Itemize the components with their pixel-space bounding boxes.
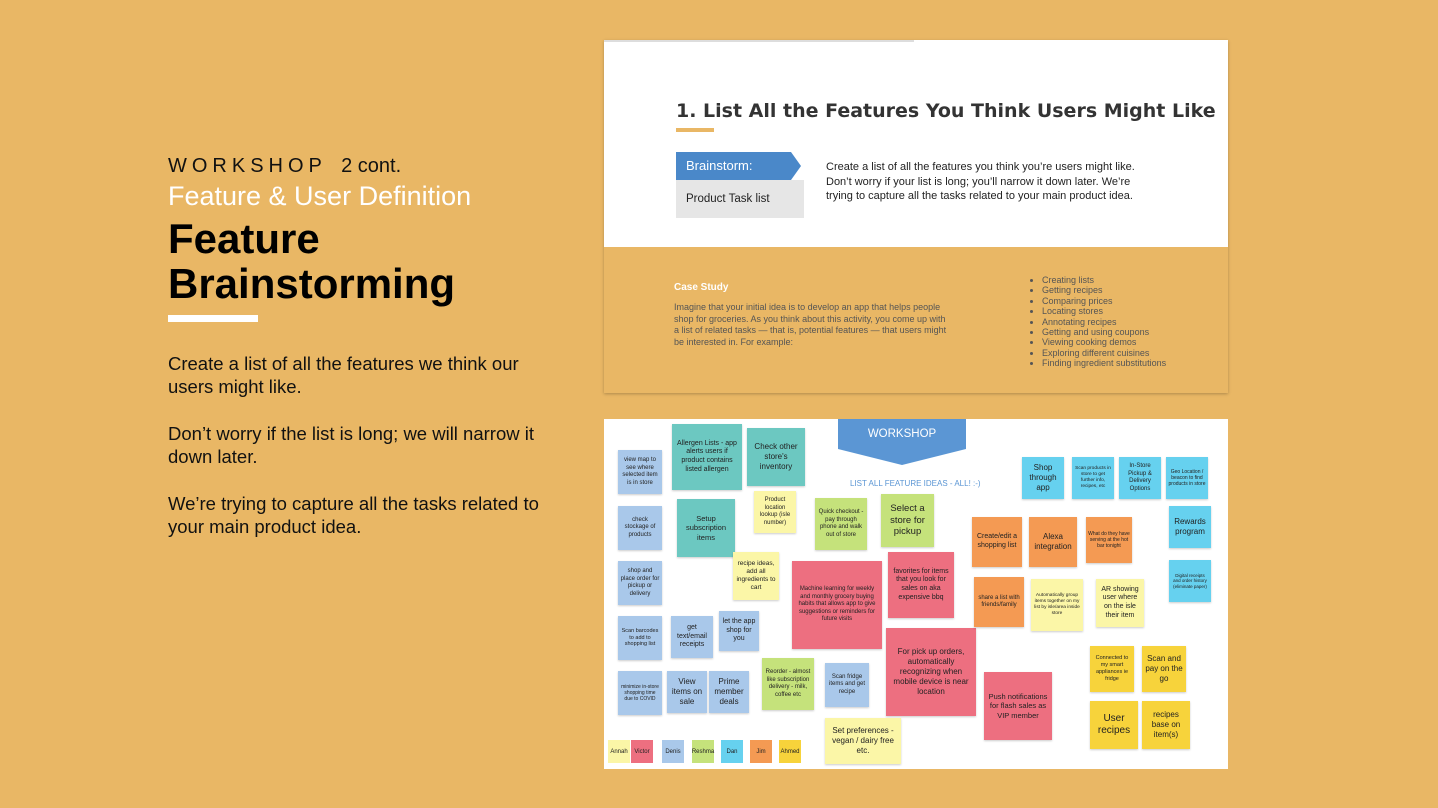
sticky-note[interactable]: favorites for items that you look for sales on aka expensive bbq [888,552,954,618]
page-title [168,216,568,306]
sticky-note[interactable]: share a list with friends/family [974,577,1024,627]
example-item: • Comparing prices [1042,296,1166,306]
example-item: • Getting recipes [1042,285,1166,295]
workshop-question-arrow [838,449,966,465]
slide-heading: 1. List All the Features You Think Users Might Like [676,100,1216,122]
sticky-note[interactable]: Prime member deals [709,671,749,713]
instructions [168,352,568,562]
brainstorm-label: Brainstorm: [676,152,791,180]
kicker-number: 2 cont. [341,155,402,177]
title-line-1: Feature [168,215,320,262]
example-item: • Exploring different cuisines [1042,348,1166,358]
sticky-note[interactable]: recipe ideas, add all ingredients to cart [733,552,779,600]
sticky-note[interactable]: Digital receipts and order history (eliminate paper) [1169,560,1211,602]
sticky-note[interactable]: Connected to my smart appliances ie fridge [1090,646,1134,692]
sticky-note[interactable]: Scan products in store to get further info, recipes, etc [1072,457,1114,499]
slide-top-line [604,40,914,42]
sticky-note[interactable]: Setup subscription items [677,499,735,557]
sticky-note[interactable]: get text/email receipts [671,616,713,658]
legend-tag: Ahmed [779,740,801,763]
heading-accent-bar [676,128,714,132]
sticky-note[interactable]: Machine learning for weekly and monthly grocery buying habits that allows app to give suggestions or reminders for future visits [792,561,882,649]
legend-tag: Denis [662,740,684,763]
instruction-paragraph-2: Don’t worry if the list is long; we will narrow it down later. [168,423,534,467]
sticky-note[interactable]: Quick checkout - pay through phone and walk out of store [815,498,867,550]
sticky-note[interactable]: check stockage of products [618,506,662,550]
example-item: • Viewing cooking demos [1042,337,1166,347]
title-underline [168,315,258,322]
sticky-note[interactable]: AR showing user where on the isle their item [1096,579,1144,627]
legend-tag: Dan [721,740,743,763]
sticky-note[interactable]: Allergen Lists - app alerts users if product contains listed allergen [672,424,742,490]
sticky-note[interactable]: Scan barcodes to add to shopping list [618,616,662,660]
sticky-note[interactable]: Shop through app [1022,457,1064,499]
product-task-label: Product Task list [676,180,804,218]
instruction-paragraph-3: We’re trying to capture all the tasks related to your main product idea. [168,493,539,537]
sticky-note[interactable]: Set preferences - vegan / dairy free etc. [825,718,901,764]
case-study-body: Imagine that your initial idea is to develop an app that helps people shop for groceries. As you think about this activity, you come up with a list of related tasks — that is, potential features — that users might be interested in. For example: [674,302,947,347]
title-line-2: Brainstorming [168,260,456,307]
example-item: • Locating stores [1042,306,1166,316]
sticky-note[interactable]: User recipes [1090,701,1138,749]
example-item: • Getting and using coupons [1042,327,1166,337]
sticky-note[interactable]: What do they have serving at the hot bar tonight [1086,517,1132,563]
sticky-note[interactable]: let the app shop for you [719,611,759,651]
sticky-note[interactable]: minimize in-store shopping time due to COVID [618,671,662,715]
sticky-note[interactable]: recipes base on item(s) [1142,701,1190,749]
case-study-title: Case Study [674,282,729,293]
sticky-note[interactable]: Rewards program [1169,506,1211,548]
sticky-note[interactable]: Create/edit a shopping list [972,517,1022,567]
example-item: • Finding ingredient substitutions [1042,358,1166,368]
workshop-question-subtitle: LIST ALL FEATURE IDEAS - ALL! :-) [850,479,981,488]
sticky-note[interactable]: For pick up orders, automatically recognizing when mobile device is near location [886,628,976,716]
workshop-question-banner: WORKSHOP QUESTION [838,419,966,449]
example-item: • Creating lists [1042,275,1166,285]
sticky-note[interactable]: View items on sale [667,671,707,713]
sticky-note[interactable]: Select a store for pickup [881,494,934,547]
slide-description: Create a list of all the features you think you’re users might like. Don’t worry if your list is long; you’ll narrow it down later. We’re trying to capture all the tasks related to your main product idea. [826,161,1135,202]
legend-tag: Reshma [692,740,714,763]
sticky-note[interactable]: Scan and pay on the go [1142,646,1186,692]
case-study-panel [604,247,1228,393]
sticky-note[interactable]: In-Store Pickup & Delivery Options [1119,457,1161,499]
legend-tag: Victor [631,740,653,763]
sticky-note[interactable]: Push notifications for flash sales as VIP member [984,672,1052,740]
sticky-note[interactable]: Scan fridge items and get recipe [825,663,869,707]
legend-tag: Annah [608,740,630,763]
example-item: • Annotating recipes [1042,317,1166,327]
instruction-paragraph-1: Create a list of all the features we think our users might like. [168,353,519,397]
sticky-note[interactable]: Check other store's inventory [747,428,805,486]
section-subtitle: Feature & User Definition [168,181,472,211]
example-list [1024,275,1166,369]
reference-slide [604,40,1228,393]
sticky-note[interactable]: Alexa integration [1029,517,1077,567]
kicker-text: WORKSHOP [168,155,327,177]
sticky-note[interactable]: Automatically group items together on my list by isle/area inside store [1031,579,1083,631]
sticky-note[interactable]: Product location lookup (isle number) [754,491,796,533]
brainstorm-board [604,419,1228,769]
brainstorm-arrow [791,152,801,180]
sticky-note[interactable]: shop and place order for pickup or delivery [618,561,662,605]
workshop-kicker [168,155,401,178]
sticky-note[interactable]: Geo Location / beacon to find products in store [1166,457,1208,499]
legend-tag: Jim [750,740,772,763]
sticky-note[interactable]: Reorder - almost like subscription delivery - milk, coffee etc [762,658,814,710]
sticky-note[interactable]: view map to see where selected item is in store [618,450,662,494]
